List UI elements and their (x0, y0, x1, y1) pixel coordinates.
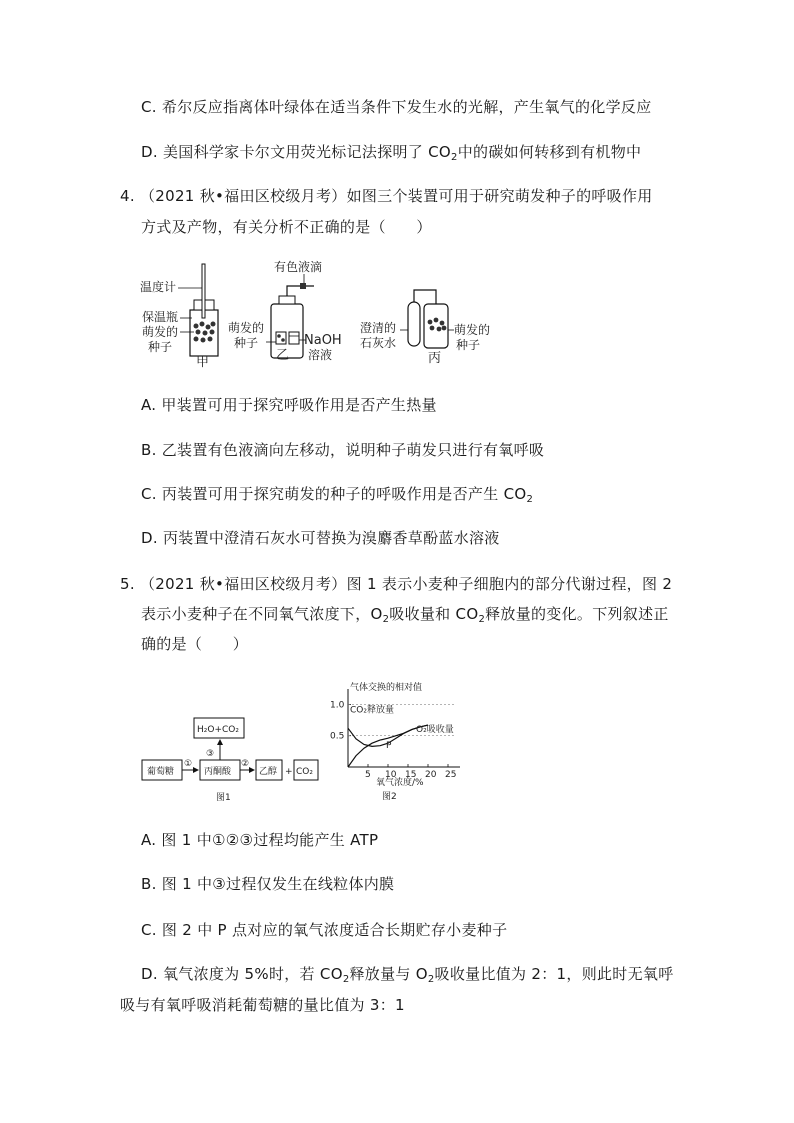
q5-option-a: A. 图 1 中①②③过程均能产生 ATP (141, 831, 379, 849)
label-co2: CO₂ (296, 767, 313, 777)
q5-option-b: B. 图 1 中③过程仅发生在线粒体内膜 (141, 875, 395, 893)
q5-stem-line3: 确的是（ ） (141, 635, 249, 653)
label-seeds-bing-1: 萌发的 (454, 323, 491, 337)
series-label-o2: O₂吸收量 (416, 724, 454, 735)
x-tick-label: 10 (385, 770, 397, 780)
figure-1-caption: 图1 (216, 793, 231, 803)
label-seeds-jia-1: 萌发的 (142, 325, 179, 339)
q4-stem-line2: 方式及产物，有关分析不正确的是（ ） (141, 218, 432, 236)
q4-option-b: B. 乙装置有色液滴向左移动，说明种子萌发只进行有氧呼吸 (141, 441, 545, 459)
respiration-apparatus-diagram (138, 258, 498, 370)
label-droplet: 有色液滴 (274, 260, 323, 274)
q4-option-c: C. 丙装置可用于探究萌发的种子的呼吸作用是否产生 $CO_2$ (141, 485, 534, 505)
label-pyruvate: 丙酮酸 (204, 767, 232, 777)
series-label-co2: CO₂释放量 (350, 705, 394, 716)
label-yi: 乙 (276, 348, 290, 363)
step-3: ③ (206, 749, 215, 759)
chart-ylabel: 气体交换的相对值 (350, 683, 423, 693)
label-jia: 甲 (196, 355, 210, 370)
flask-yi-neck (279, 296, 295, 304)
y-tick-label: 0.5 (330, 731, 345, 742)
q5-stem-line1: 5. （2021 秋•福田区校级月考）图 1 表示小麦种子细胞内的部分代谢过程，图 2 (120, 575, 673, 593)
label-seeds-bing-2: 种子 (456, 338, 481, 352)
label-bing: 丙 (428, 351, 442, 366)
label-ethanol: 乙醇 (259, 767, 278, 777)
plus-sign: + (285, 767, 293, 777)
thermometer-bar (202, 264, 205, 318)
label-naoh-1: NaOH (304, 333, 342, 348)
label-thermos: 保温瓶 (142, 310, 179, 324)
q5-option-d-line1: D. 氧气浓度为 5%时，若 $CO_2$释放量与 $O_2$吸收量比值为 2：1，则此时无氧呼 (141, 965, 674, 985)
q3-option-d: D. 美国科学家卡尔文用荧光标记法探明了 $CO_2$中的碳如何转移到有机物中 (141, 143, 642, 163)
chart-xlabel: 氧气浓度/% (376, 778, 424, 788)
naoh-cup-yi (289, 332, 299, 344)
q5-option-c: C. 图 2 中 P 点对应的氧气浓度适合长期贮存小麦种子 (141, 921, 508, 939)
q4-option-a: A. 甲装置可用于探究呼吸作用是否产生热量 (141, 396, 437, 414)
point-p-label: P (386, 741, 392, 752)
x-tick-label: 20 (425, 770, 437, 780)
x-tick-label: 15 (405, 770, 417, 780)
q4-option-d: D. 丙装置中澄清石灰水可替换为溴麝香草酚蓝水溶液 (141, 529, 500, 547)
label-limewater-1: 澄清的 (360, 321, 397, 335)
figure-2-chart (320, 675, 470, 805)
label-h2o-co2: H₂O+CO₂ (197, 725, 239, 735)
step-2: ② (241, 759, 250, 769)
label-glucose: 葡萄糖 (147, 767, 175, 777)
x-tick-label: 5 (365, 770, 371, 780)
label-thermometer: 温度计 (140, 280, 177, 294)
q5-stem-line2: 表示小麦种子在不同氧气浓度下，$O_2$吸收量和 $CO_2$释放量的变化。下列叙述正 (141, 605, 669, 625)
q3-option-c: C. 希尔反应指离体叶绿体在适当条件下发生水的光解，产生氧气的化学反应 (141, 98, 652, 116)
step-1: ① (184, 759, 193, 769)
q4-stem-line1: 4. （2021 秋•福田区校级月考）如图三个装置可用于研究萌发种子的呼吸作用 (120, 187, 653, 205)
label-seeds-jia-2: 种子 (148, 340, 173, 354)
colored-droplet (300, 283, 306, 289)
label-naoh-2: 溶液 (308, 348, 333, 362)
tube-bing (414, 290, 436, 304)
label-limewater-2: 石灰水 (360, 336, 397, 350)
q5-option-d-line2: 吸与有氧呼吸消耗葡萄糖的量比值为 3：1 (120, 996, 405, 1014)
chart-caption: 图2 (382, 792, 397, 802)
y-tick-label: 1.0 (330, 700, 345, 711)
label-seeds-yi-2: 种子 (234, 336, 259, 350)
x-tick-label: 25 (445, 770, 457, 780)
figure-1-metabolism (138, 712, 324, 804)
seed-cup-yi (276, 332, 286, 344)
test-tube-bing (408, 302, 420, 346)
label-seeds-yi-1: 萌发的 (228, 321, 265, 335)
